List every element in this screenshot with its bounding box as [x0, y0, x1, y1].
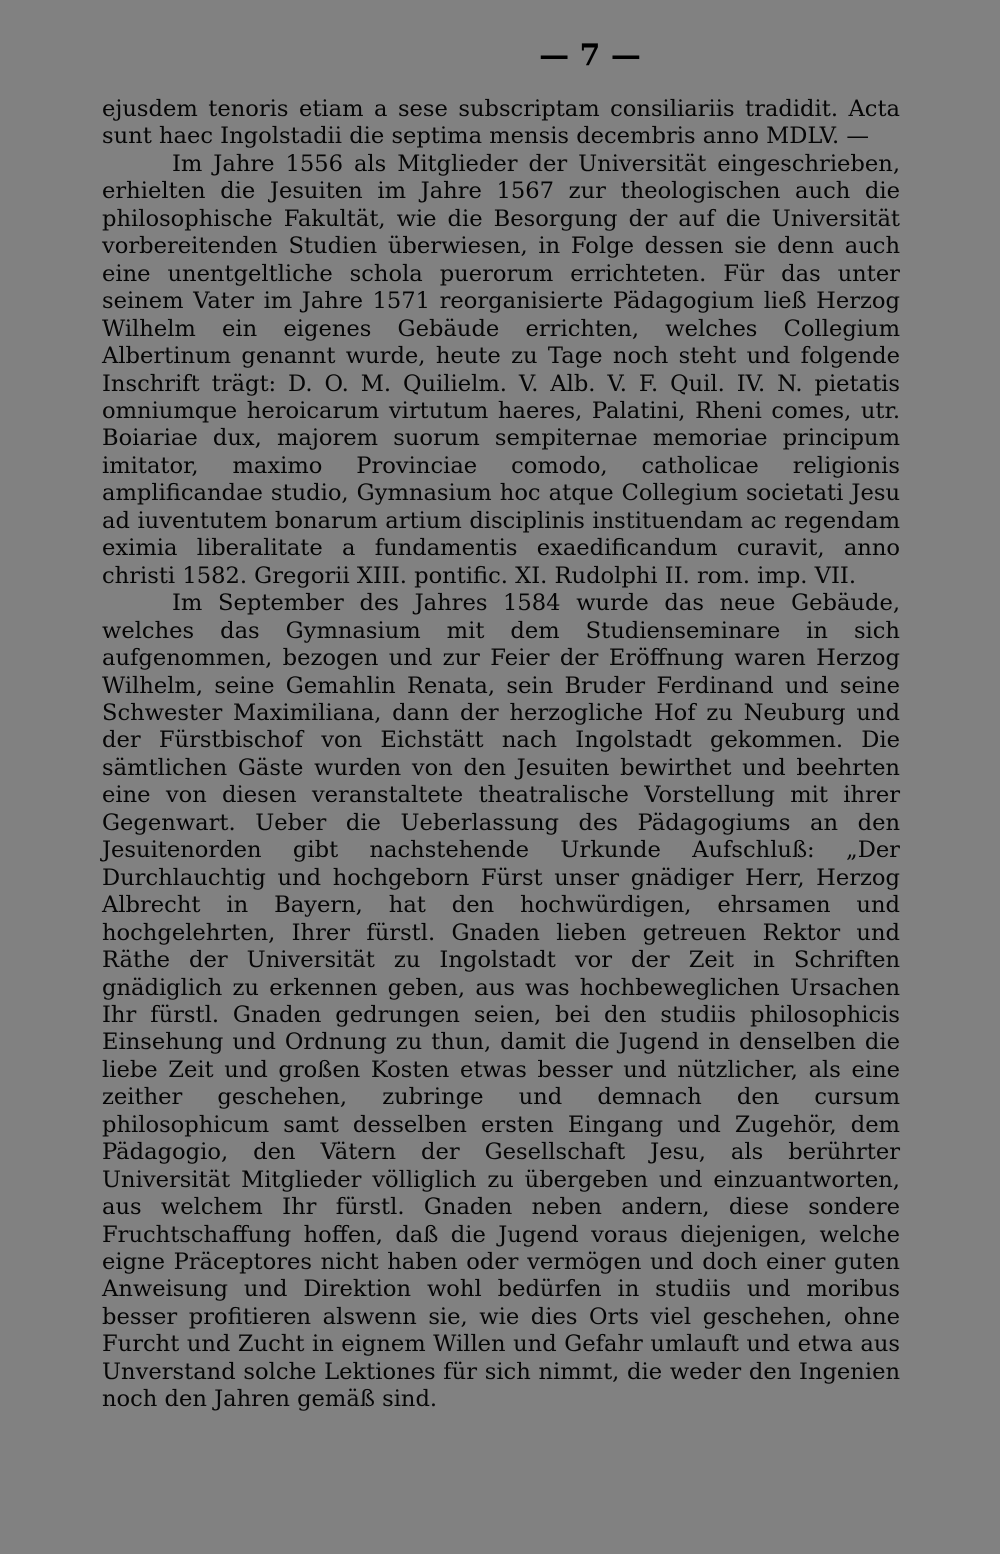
paragraph-3: Im September des Jahres 1584 wurde das neue Gebäude, welches das Gymnasium mit dem Studienseminare in sich aufgenommen, bezogen und zur Feier der Eröffnung waren Herzog Wilhelm, seine Gemahlin Renata, sein Bruder Ferdinand und seine Schwester Maximiliana, dann der herzogliche Hof zu Neuburg und der Fürstbischof von Eichstätt nach Ingolstadt gekommen. Die sämtlichen Gäste wurden von den Jesuiten bewirthet und beehrten eine von diesen veranstaltete theatralische Vorstellung mit ihrer Gegenwart. Ueber die Ueberlassung des Pädagogiums an den Jesuitenorden gibt nachstehende Urkunde Aufschluß: „Der Durchlauchtig und hochgeborn Fürst unser gnädiger Herr, Herzog Albrecht in Bayern, hat den hochwürdigen, ehrsamen und hochgelehrten, Ihrer fürstl. Gnaden lieben getreuen Rektor und Räthe der Universität zu Ingolstadt vor der Zeit in Schriften gnädiglich zu erkennen geben, aus was hochbeweglichen Ursachen Ihr fürstl. Gnaden gedrungen seien, bei den studiis philosophicis Einsehung und Ordnung zu thun, damit die Jugend in denselben die liebe Zeit und großen Kosten etwas besser und nützlicher, als eine zeither geschehen, zubringe und demnach den cursum philosophicum samt desselben ersten Eingang und Zugehör, dem Pädagogio, den Vätern der Gesellschaft Jesu, als berührter Universität Mitglieder völliglich zu übergeben und einzuantworten, aus welchem Ihr fürstl. Gnaden neben andern, diese sondere Fruchtschaffung hoffen, daß die Jugend voraus diejenigen, welche eigne Präceptores nicht haben oder vermögen und doch einer guten Anweisung und Direktion wohl bedürfen in studiis und moribus besser profitieren alswenn sie, wie dies Orts viel geschehen, ohne Furcht und Zucht in eignem Willen und Gefahr umlauft und etwa aus Unverstand solche Lektiones für sich nimmt, die weder den Ingenien noch den Jahren gemäß sind.	[102, 590, 900, 1413]
paragraph-1: ejusdem tenoris etiam a sese subscriptam consiliariis tradidit. Acta sunt haec Ingolstadii die septima mensis decembris anno MDLV. —	[102, 96, 900, 150]
page-number: — 7 —	[539, 38, 641, 73]
body-text	[102, 96, 900, 1414]
paragraph-2: Im Jahre 1556 als Mitglieder der Universität eingeschrieben, erhielten die Jesuiten im Jahre 1567 zur theologischen auch die philosophische Fakultät, wie die Besorgung der auf die Universität vorbereitenden Studien überwiesen, in Folge dessen sie denn auch eine unentgeltliche schola puerorum errichteten. Für das unter seinem Vater im Jahre 1571 reorganisierte Pädagogium ließ Herzog Wilhelm ein eigenes Gebäude errichten, welches Collegium Albertinum genannt wurde, heute zu Tage noch steht und folgende Inschrift trägt: D. O. M. Quilielm. V. Alb. V. F. Quil. IV. N. pietatis omniumque heroicarum virtutum haeres, Palatini, Rheni comes, utr. Boiariae dux, majorem suorum sempiternae memoriae principum imitator, maximo Provinciae comodo, catholicae religionis amplificandae studio, Gymnasium hoc atque Collegium societati Jesu ad iuventutem bonarum artium disciplinis instituendam ac regendam eximia liberalitate a fundamentis exaedificandum curavit, anno christi 1582. Gregorii XIII. pontific. XI. Rudolphi II. rom. imp. VII.	[102, 150, 900, 589]
